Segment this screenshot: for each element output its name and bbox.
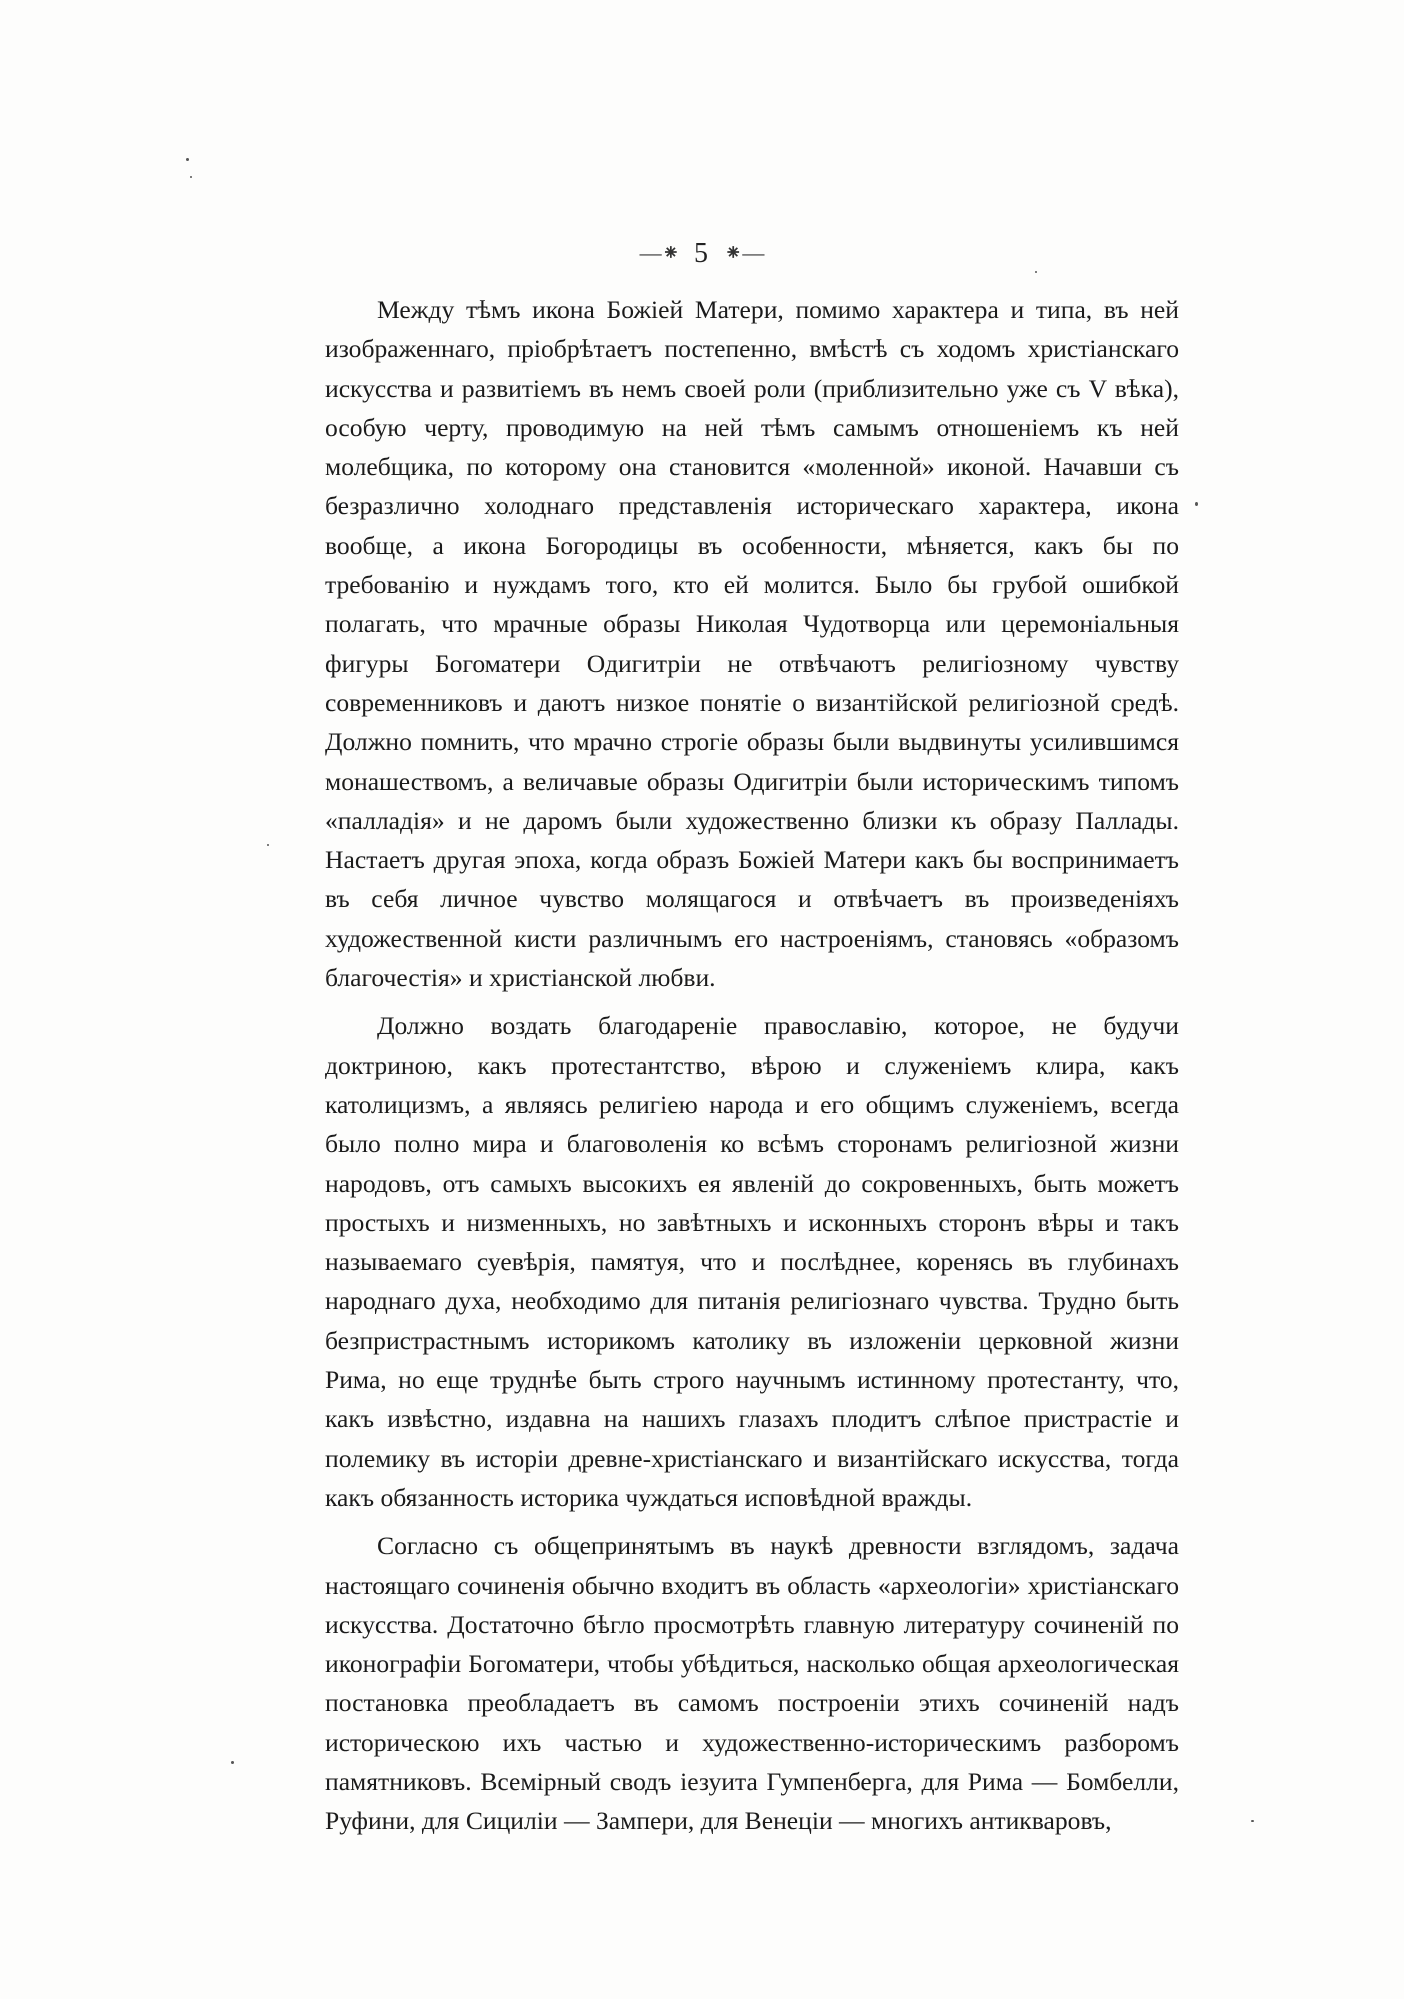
paragraph-2: Должно воздать благодареніе православію, которое, не будучи доктриною, какъ протестантство, вѣрою и служеніемъ клира, какъ католицизмъ, а являясь религіею народа и его общимъ служеніемъ, всегда было полно мира и благоволенія ко всѣмъ сторонамъ религіозной жизни народовъ, отъ самыхъ высокихъ ея явленій до сокровенныхъ, быть можетъ простыхъ и низменныхъ, но завѣтныхъ и исконныхъ сторонъ вѣры и такъ называемаго суевѣрія, памятуя, что и послѣднее, коренясь въ глубинахъ народнаго духа, необходимо для питанія религіознаго чувства. Трудно быть безпристрастнымъ историкомъ католику въ изложеніи церковной жизни Рима, но еще труднѣе быть строго научнымъ истинному протестанту, что, какъ извѣстно, издавна на нашихъ глазахъ плодитъ слѣпое пристрастіе и полемику въ исторіи древне-христіанскаго и византійскаго искусства, тогда какъ обязанность историка чуждаться исповѣдной вражды. [325,1011,1179,1512]
scan-speck [186,158,189,161]
header-ornament-left: —⁕ [639,240,680,265]
page-header [0,238,1404,270]
scan-speck [190,176,192,178]
scan-speck [231,1761,234,1764]
paragraph-1: Между тѣмъ икона Божіей Матери, помимо характера и типа, въ ней изображеннаго, пріобрѣтаетъ постепенно, вмѣстѣ съ ходомъ христіанскаго искусства и развитіемъ въ немъ своей роли (приблизительно уже съ V вѣка), особую черту, проводимую на ней тѣмъ самымъ отношеніемъ къ ней молебщика, по которому она становится «моленной» иконой. Начавши съ безразлично холоднаго представленія историческаго характера, икона вообще, а икона Богородицы въ особенности, мѣняется, какъ бы по требованію и нуждамъ того, кто ей молится. Было бы грубой ошибкой полагать, что мрачные образы Николая Чудотворца или церемоніальныя фигуры Богоматери Одигитріи не отвѣчаютъ религіозному чувству современниковъ и даютъ низкое понятіе о византійской религіозной средѣ. Должно помнить, что мрачно строгіе образы были выдвинуты усилившимся монашествомъ, а величавые образы Одигитріи были историческимъ типомъ «палладія» и не даромъ были художественно близки къ образу Паллады. Настаетъ другая эпоха, когда образъ Божіей Матери какъ бы воспринимаетъ въ себя личное чувство молящагося и отвѣчаетъ въ произведеніяхъ художественной кисти различнымъ его настроеніямъ, становясь «образомъ благочестія» и христіанской любви. [325,295,1179,993]
scan-speck [267,844,269,846]
scan-speck [1035,271,1037,273]
scan-speck [1195,502,1198,506]
page-number: 5 [694,238,710,269]
header-ornament-right: ⁕— [724,240,765,265]
body-text [325,290,1179,1850]
paragraph-3: Согласно съ общепринятымъ въ наукѣ древности взглядомъ, задача настоящаго сочиненія обычно входитъ въ область «археологіи» христіанскаго искусства. Достаточно бѣгло просмотрѣть главную литературу сочиненій по иконографіи Богоматери, чтобы убѣдиться, насколько общая археологическая постановка преобладаетъ въ самомъ построеніи этихъ сочиненій надъ историческою ихъ частью и художественно-историческимъ разборомъ памятниковъ. Всемірный сводъ іезуита Гумпенберга, для Рима — Бомбелли, Руфини, для Сициліи — Зампери, для Венеціи — многихъ антикваровъ, [325,1531,1179,1836]
scan-speck [1251,1820,1254,1822]
